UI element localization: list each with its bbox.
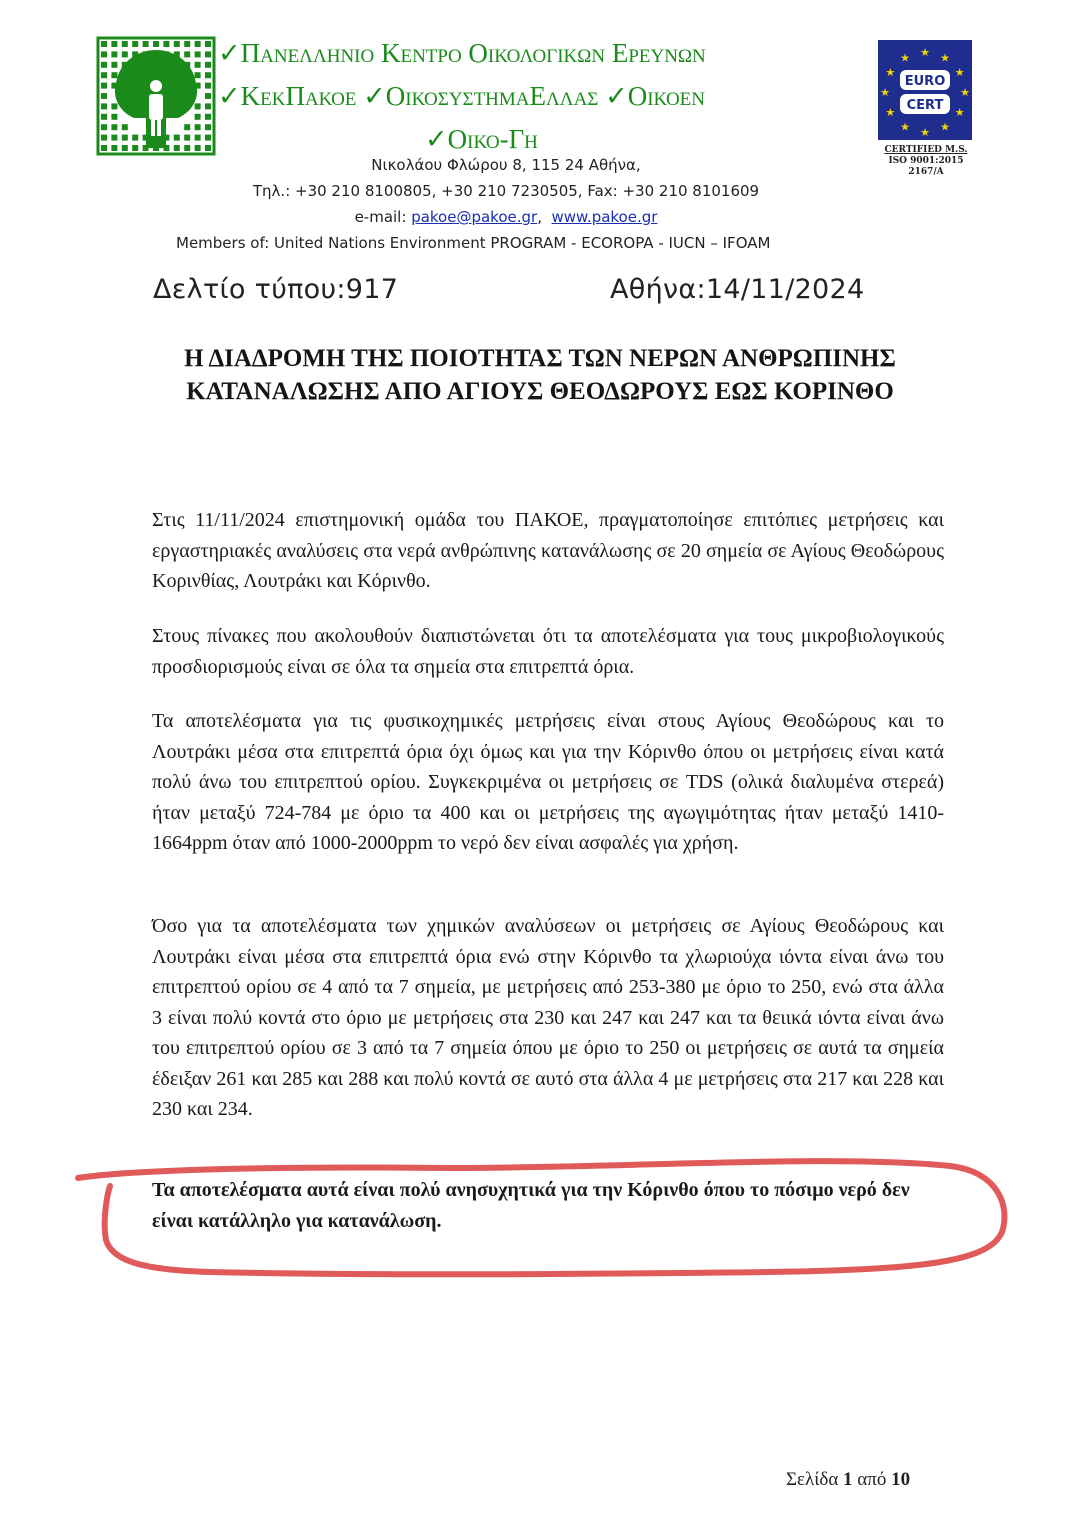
logo-pattern-dot: [101, 114, 107, 120]
logo-pattern-dot: [111, 135, 117, 141]
email-prefix: e-mail:: [354, 208, 407, 226]
logo-pattern-dot: [184, 135, 190, 141]
logo-pattern-dot: [111, 72, 117, 78]
star-icon: ★: [920, 126, 930, 139]
logo-pattern-dot: [195, 41, 201, 47]
logo-pattern-dot: [184, 51, 190, 57]
logo-pattern-dot: [174, 135, 180, 141]
logo-pattern-dot: [184, 41, 190, 47]
total-pages: 10: [891, 1469, 911, 1490]
logo-pattern-dot: [205, 41, 211, 47]
logo-pattern-dot: [184, 124, 190, 130]
logo-pattern-dot: [111, 51, 117, 57]
logo-pattern-dot: [205, 51, 211, 57]
cert-line1: CERTIFIED M.S.: [884, 145, 968, 155]
logo-pattern-dot: [205, 114, 211, 120]
logo-pattern-dot: [122, 51, 128, 57]
star-icon: ★: [885, 106, 896, 119]
cert-logo-bottom: CERT: [906, 98, 944, 113]
logo-pattern-dot: [101, 103, 107, 109]
email-line: e-mail: pakoe@pakoe.gr, www.pakoe.gr: [354, 208, 658, 226]
star-icon: ★: [920, 46, 930, 59]
page-word: Σελίδα: [786, 1469, 839, 1490]
logo-pattern-dot: [101, 83, 107, 89]
paragraph-3: Τα αποτελέσματα για τις φυσικοχημικές μετρήσεις είναι στους Αγίους Θεοδώρους και το Λουτράκι μέσα στα επιτρεπτά όρια όχι όμως και για την Κόρινθο όπου οι μετρήσεις είναι κατά πολύ άνω του επιτρεπτού ορίου. Συγκεκριμένα οι μετρήσεις σε TDS (ολικά διαλυμένα στερεά) ήταν μεταξύ 724-784 με όριο τα 400 και οι μετρήσεις της αγωγιμότητας ήταν μεταξύ 1410-1664ppm όταν από 1000-2000ppm το νερό δεν είναι ασφαλές για χρήση.: [152, 710, 944, 854]
page-footer: [786, 1469, 910, 1491]
star-icon: ★: [885, 66, 896, 79]
logo-pattern-dot: [195, 62, 201, 68]
logo-pattern-dot: [205, 93, 211, 99]
org-name-line2: ✓ΚεκΠακοε ✓ΟικοσυστημαΕλλας ✓Οικοεν: [218, 81, 706, 111]
logo-pattern-dot: [195, 51, 201, 57]
logo-pattern-dot: [132, 145, 138, 151]
logo-pattern-dot: [205, 145, 211, 151]
logo-pattern-dot: [163, 41, 169, 47]
logo-pattern-dot: [153, 41, 159, 47]
logo-pattern-dot: [111, 145, 117, 151]
logo-pattern-dot: [205, 135, 211, 141]
logo-pattern-dot: [143, 41, 149, 47]
conclusion-paragraph: Τα αποτελέσματα αυτά είναι πολύ ανησυχητικά για την Κόρινθο όπου το πόσιμο νερό δεν είναι κατάλληλο για κατανάλωση.: [152, 1179, 910, 1232]
logo-pattern-dot: [132, 41, 138, 47]
logo-pattern-dot: [122, 41, 128, 47]
phone-numbers: Τηλ.: +30 210 8100805, +30 210 7230505, Fax: +30 210 8101609: [252, 182, 760, 200]
paragraph-4: Όσο για τα αποτελέσματα των χημικών αναλύσεων οι μετρήσεις σε Αγίους Θεοδώρους και Λουτράκι είναι μέσα στα επιτρεπτά όρια ενώ στην Κόρινθο τα χλωριούχα ιόντα είναι άνω του επιτρεπτού ορίου σε 4 από τα 7 σημεία, με μετρήσεις από 253-380 με όριο το 250, ενώ στα άλλα 3 είναι πολύ κοντά στο όριο με μετρήσεις στα 230 και 247 και 247 και τα θειικά ιόντα είναι άνω του επιτρεπτού ορίου σε 3 από τα 7 σημεία όπου με όριο το 250 οι μετρήσεις σε αυτά τα σημεία έδειξαν 261 και 285 και 288 και πολύ κοντά σε αυτό στα άλλα 4 με μετρήσεις στα 217 και 228 και 230 και 234.: [152, 915, 944, 1120]
logo-pattern-dot: [174, 41, 180, 47]
star-icon: ★: [900, 51, 910, 65]
org-name-line1: ✓Πανελληνιο Κεντρο Οικολογικων Ερευνων: [218, 38, 706, 68]
star-icon: ★: [940, 120, 950, 134]
logo-pattern-dot: [174, 145, 180, 151]
logo-pattern-dot: [111, 114, 117, 120]
logo-pattern-dot: [101, 93, 107, 99]
street-address: Νικολάου Φλώρου 8, 115 24 Αθήνα,: [371, 156, 641, 174]
logo-pattern-dot: [205, 124, 211, 130]
logo-pattern-dot: [101, 72, 107, 78]
logo-pattern-dot: [205, 103, 211, 109]
logo-pattern-dot: [101, 41, 107, 47]
star-icon: ★: [900, 120, 910, 134]
logo-pattern-dot: [195, 114, 201, 120]
logo-pattern-dot: [111, 62, 117, 68]
pakoe-logo: [96, 36, 216, 156]
document-title: Η ΔΙΑΔΡΟΜΗ ΤΗΣ ΠΟΙΟΤΗΤΑΣ ΤΩΝ ΝΕΡΩΝ ΑΝΘΡΩΠΙΝΗΣ ΚΑΤΑΝΑΛΩΣΗΣ ΑΠΟ ΑΓΙΟΥΣ ΘΕΟΔΩΡΟΥΣ ΕΩΣ ΚΟΡΙΝΘΟ: [184, 345, 896, 405]
logo-pattern-dot: [101, 145, 107, 151]
logo-pattern-dot: [195, 72, 201, 78]
logo-pattern-dot: [122, 124, 128, 130]
logo-pattern-dot: [111, 41, 117, 47]
logo-pattern-dot: [122, 135, 128, 141]
paragraph-1: Στις 11/11/2024 επιστημονική ομάδα του ΠΑΚΟΕ, πραγματοποίησε επιτόπιες μετρήσεις και εργαστηριακές αναλύσεις στα νερά ανθρώπινης κατανάλωσης σε 20 σημεία σε Αγίους Θεοδώρους Κορινθίας, Λουτράκι και Κόρινθο.: [152, 509, 944, 592]
logo-pattern-dot: [184, 145, 190, 151]
cert-logo-top: EURO: [904, 74, 946, 89]
star-icon: ★: [954, 106, 965, 119]
star-icon: ★: [954, 66, 965, 79]
contact-block: [0, 152, 1012, 256]
logo-pattern-dot: [101, 135, 107, 141]
logo-pattern-dot: [122, 145, 128, 151]
logo-pattern-dot: [195, 135, 201, 141]
logo-pattern-dot: [205, 62, 211, 68]
logo-pattern-dot: [111, 124, 117, 130]
current-page: 1: [843, 1469, 853, 1490]
members-line: Members of: United Nations Environment PROGRAM - ECOROPA - IUCN – IFOAM: [176, 234, 771, 252]
logo-pattern-dot: [101, 51, 107, 57]
organization-name: [218, 32, 878, 161]
star-icon: ★: [880, 86, 890, 99]
release-date: Αθήνα:14/11/2024: [610, 274, 865, 305]
logo-pattern-dot: [101, 124, 107, 130]
logo-pattern-dot: [205, 72, 211, 78]
website-link[interactable]: www.pakoe.gr: [551, 208, 658, 226]
logo-pattern-dot: [195, 124, 201, 130]
star-icon: ★: [940, 51, 950, 65]
cert-line2: ISO 9001:2015: [888, 156, 964, 166]
org-name-line3: ✓Οικο-Γη: [425, 124, 538, 154]
cert-line3: 2167/A: [908, 167, 944, 177]
paragraph-2: Στους πίνακες που ακολουθούν διαπιστώνεται ότι τα αποτελέσματα για τους μικροβιολογικούς προσδιορισμούς είναι σε όλα τα σημεία στα επιτρεπτά όρια.: [152, 625, 944, 678]
logo-pattern-dot: [101, 62, 107, 68]
email-link[interactable]: pakoe@pakoe.gr: [411, 208, 538, 226]
logo-pattern-dot: [132, 135, 138, 141]
of-word: από: [857, 1469, 887, 1490]
logo-pattern-dot: [205, 83, 211, 89]
press-release-ref: Δελτίο τύπου:917: [153, 274, 399, 305]
logo-pattern-dot: [111, 103, 117, 109]
logo-pattern-dot: [195, 103, 201, 109]
logo-pattern-dot: [195, 145, 201, 151]
star-icon: ★: [960, 86, 970, 99]
